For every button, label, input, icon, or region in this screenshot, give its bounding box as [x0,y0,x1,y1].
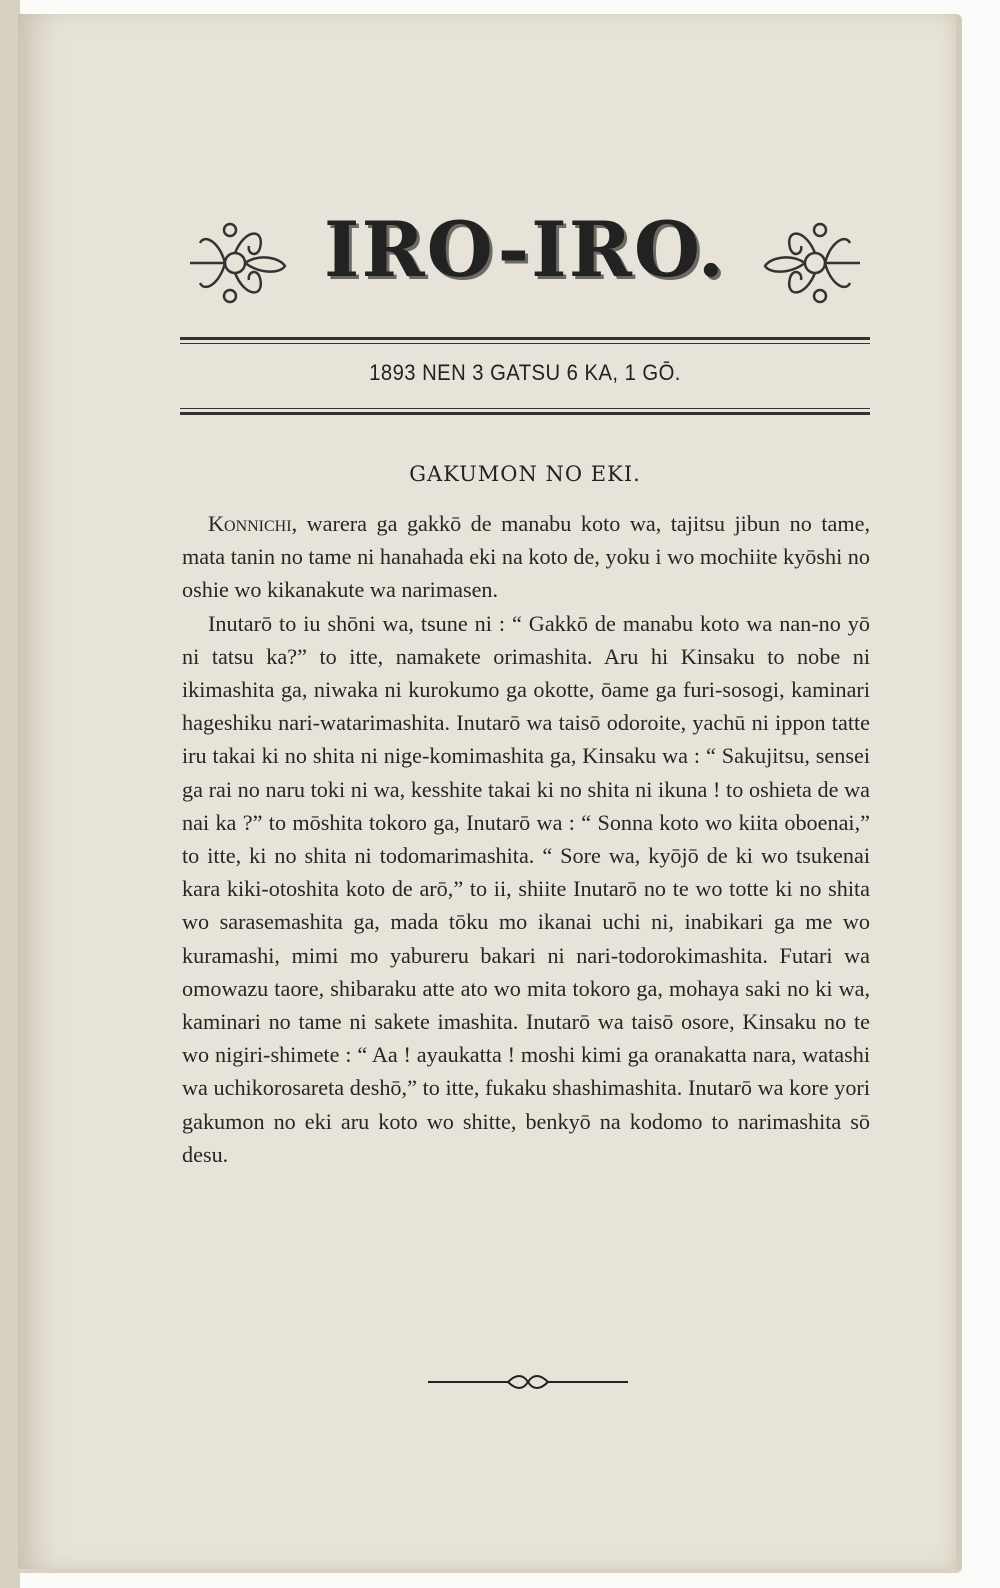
right-flourish-icon [755,208,865,308]
left-flourish-icon [185,208,295,308]
article-body [182,507,870,1171]
paragraph-1 [182,507,870,607]
paragraph-1-text: warera ga gakkō de manabu koto wa, tajitsu jibun no tame, mata tanin no tame ni hanahada eki na koto de, yoku i wo mochiite kyōshi no oshie wo kikanakute wa narimasen. [182,511,870,603]
masthead-rule-bottom [180,408,870,415]
paragraph-2: Inutarō to iu shōni wa, tsune ni : “ Gakkō de manabu koto wa nan-no yō ni tatsu ka?” to itte, namakete orimashita. Aru hi Kinsaku to nobe ni ikimashita ga, niwaka ni kurokumo ga okotte, ōame ga furi-sosogi, kaminari hageshiku nari-watarimashita. Inutarō wa taisō odoroite, yachū ni ippon tatte iru takai ki no shita ni nige-komimashita ga, Kinsaku wa : “ Sakujitsu, sensei ga rai no naru toki ni wa, kesshite takai ki no shita ni ikuna ! to oshieta de wa nai ka ?” to mōshita tokoro ga, Inutarō wa : “ Sonna koto wo kiita oboenai,” to itte, ki no shita ni todomarimashita. “ Sore wa, kyōjō de ki wo tsukenai kara kiki-otoshita koto de arō,” to ii, shiite Inutarō no te wo totte ki no shita wo sarasemashita ga, mada tōku mo ikanai uchi ni, inabikari ga me wo kuramashi, mimi mo yabureru bakari ni nari-todorokimashita. Futari wa omowazu taore, shibaraku atte ato wo mita tokoro ga, mohaya saki no ki wa, kaminari no tame ni sakete imashita. Inutarō wa taisō osore, Kinsaku no te wo nigiri-shimete : “ Aa ! ayaukatta ! moshi kimi ga oranakatta nara, watashi wa uchikorosareta deshō,” to itte, fukaku shashimashita. Inutarō wa kore yori gakumon no eki aru koto wo shitte, benkyō na kodomo to narimashita sō desu. [182,610,870,1167]
masthead-rule-top [180,337,870,344]
masthead [180,200,870,320]
book-spine [0,0,20,1588]
paragraph-1-lead: Konnichi, [208,511,298,536]
article-heading: GAKUMON NO EKI. [409,462,641,486]
masthead-title: IRO-IRO. [323,205,727,294]
dateline: 1893 NEN 3 GATSU 6 KA, 1 GŌ. [369,360,681,385]
section-divider-icon [428,1372,628,1392]
